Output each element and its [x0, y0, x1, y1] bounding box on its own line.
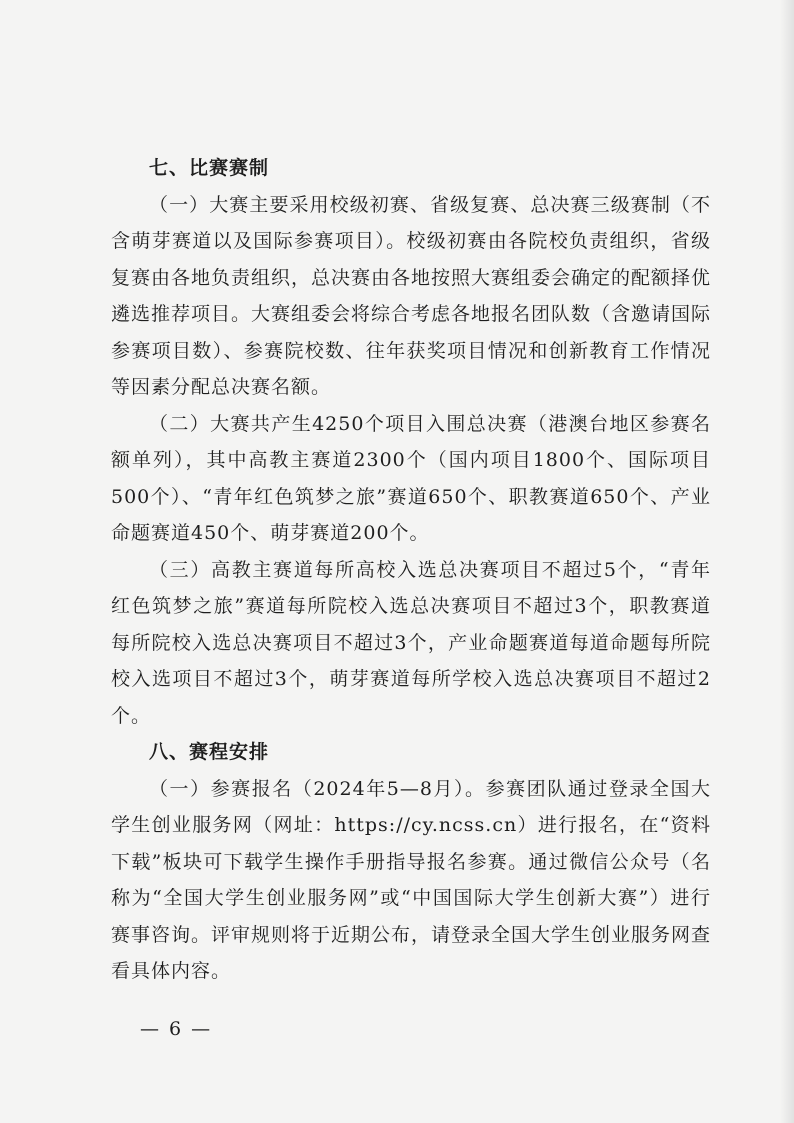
paragraph-schedule-1: （一）参赛报名（2024年5—8月）。参赛团队通过登录全国大学生创业服务网（网址：https://cy.ncss.cn）进行报名，在“资料下载”板块可下载学生操作手册指导报名参赛。通过微信公众号（名称为“全国大学生创业服务网”或“中国国际大学生创新大赛”）进行赛事咨询。评审规则将于近期公布，请登录全国大学生创业服务网查看具体内容。 — [111, 777, 712, 982]
page-edge-shadow — [780, 0, 794, 1123]
paragraph-format-3: （三）高教主赛道每所高校入选总决赛项目不超过5个，“青年红色筑梦之旅”赛道每所院校入选总决赛项目不超过3个，职教赛道每所院校入选总决赛项目不超过3个，产业命题赛道每道命题每所院校入选项目不超过3个，萌芽赛道每所学校入选总决赛项目不超过2个。 — [111, 558, 711, 727]
paragraph-format-2: （二）大赛共产生4250个项目入围总决赛（港澳台地区参赛名额单列），其中高教主赛道2300个（国内项目1800个、国际项目500个）、“青年红色筑梦之旅”赛道650个、职教赛道650个、产业命题赛道450个、萌芽赛道200个。 — [111, 412, 711, 544]
page-number: — 6 — — [140, 1018, 213, 1040]
section-heading-competition-format: 七、比赛赛制 — [149, 157, 270, 179]
document-body — [111, 150, 711, 990]
paragraph-format-1: （一）大赛主要采用校级初赛、省级复赛、总决赛三级赛制（不含萌芽赛道以及国际参赛项目）。校级初赛由各院校负责组织，省级复赛由各地负责组织，总决赛由各地按照大赛组委会确定的配额择优遴选推荐项目。大赛组委会将综合考虑各地报名团队数（含邀请国际参赛项目数）、参赛院校数、往年获奖项目情况和创新教育工作情况等因素分配总决赛名额。 — [111, 193, 712, 398]
section-heading-schedule: 八、赛程安排 — [149, 741, 270, 763]
